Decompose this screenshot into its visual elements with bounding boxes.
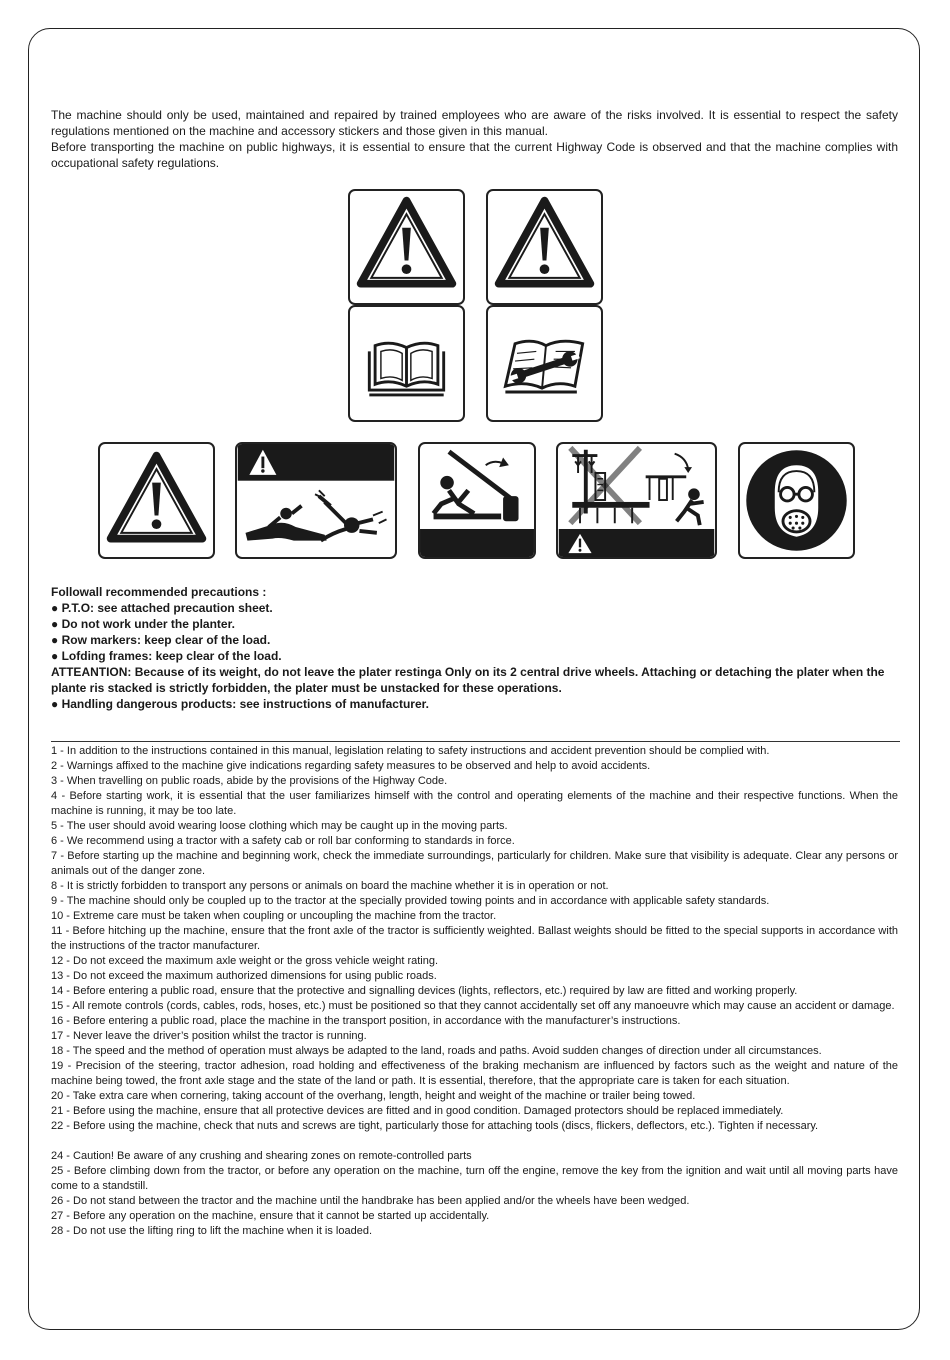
frame-folding-hazard-sign xyxy=(556,442,717,559)
safety-rule: 1 - In addition to the instructions contained in this manual, legislation relating to safety instructions and accident prevention should be complied with. xyxy=(51,745,770,757)
safety-rule: 24 - Caution! Be aware of any crushing and shearing zones on remote-controlled parts xyxy=(51,1150,472,1162)
safety-rule: 22 - Before using the machine, check that nuts and screws are tight, particularly those for attaching tools (discs, flickers, deflectors, etc.). Tighten if necessary. xyxy=(51,1120,819,1132)
row-marker-hazard-icon xyxy=(420,444,534,557)
safety-rule: 15 - All remote controls (cords, cables, rods, hoses, etc.) must be positioned so that they cannot accidentally set off any manoeuvre which may cause an accident or damage. xyxy=(51,1000,895,1012)
safety-rule: 27 - Before any operation on the machine, ensure that it cannot be started up accidentally. xyxy=(51,1210,490,1222)
safety-rule: 21 - Before using the machine, ensure that all protective devices are fitted and in good condition. Damaged protectors should be replaced immediately. xyxy=(51,1105,784,1117)
row-marker-hazard-sign xyxy=(418,442,536,559)
safety-rule: 4 - Before starting work, it is essential that the user familiarizes himself with the control and operating elements of the machine and their respective functions. When the machine is running, it may be too late. xyxy=(51,790,898,817)
safety-rules-list xyxy=(51,744,898,1239)
crushing-hazard-icon xyxy=(237,444,395,557)
section-divider xyxy=(51,741,900,742)
precaution-item: ● Lofding frames: keep clear of the load. xyxy=(51,649,282,663)
safety-rule: 10 - Extreme care must be taken when coupling or uncoupling the machine from the tractor. xyxy=(51,910,497,922)
warning-triangle-icon xyxy=(100,444,213,557)
crushing-hazard-sign xyxy=(235,442,397,559)
precautions-block xyxy=(51,584,901,712)
safety-rule: 25 - Before climbing down from the tractor, or before any operation on the machine, turn off the engine, remove the key from the ignition and wait until all moving parts have come to a standstill. xyxy=(51,1165,898,1192)
read-manual-sign xyxy=(348,305,465,422)
precaution-item: ● Do not work under the planter. xyxy=(51,617,235,631)
safety-rule: 14 - Before entering a public road, ensure that the protective and signalling devices (lights, reflectors, etc.) required by law are fitted and working properly. xyxy=(51,985,798,997)
safety-rule: 18 - The speed and the method of operation must always be adapted to the land, roads and paths. Avoid sudden changes of direction under all circumstances. xyxy=(51,1045,822,1057)
intro-text xyxy=(51,107,898,171)
respirator-mask-sign xyxy=(738,442,855,559)
safety-rule: 6 - We recommend using a tractor with a safety cab or roll bar conforming to standards in force. xyxy=(51,835,515,847)
safety-rule: 20 - Take extra care when cornering, taking account of the overhang, length, height and weight of the machine or trailer being towed. xyxy=(51,1090,696,1102)
safety-rule: 26 - Do not stand between the tractor and the machine until the handbrake has been applied and/or the wheels have been wedged. xyxy=(51,1195,690,1207)
safety-rule: 28 - Do not use the lifting ring to lift the machine when it is loaded. xyxy=(51,1225,373,1237)
maintenance-manual-sign xyxy=(486,305,603,422)
attention-note: ATTEANTION: Because of its weight, do not leave the plater restinga Only on its 2 central drive wheels. Attaching or detaching the plater when the plante ris stacked is strictly forbidden, the plater must be unstacked for these operations. xyxy=(51,665,885,695)
safety-rule: 9 - The machine should only be coupled up to the tractor at the specially provided towing points and in accordance with applicable safety standards. xyxy=(51,895,770,907)
safety-rule: 17 - Never leave the driver’s position whilst the tractor is running. xyxy=(51,1030,367,1042)
warning-sign-top-left xyxy=(348,189,465,305)
safety-rule: 11 - Before hitching up the machine, ensure that the front axle of the tractor is sufficiently weighted. Ballast weights should be fitted to the special supports in accordance with the instructions of the tractor manufacturer. xyxy=(51,925,898,952)
intro-paragraph-2: Before transporting the machine on public highways, it is essential to ensure that the current Highway Code is observed and that the machine complies with occupational safety regulations. xyxy=(51,140,898,170)
safety-rule: 8 - It is strictly forbidden to transport any persons or animals on board the machine whether it is in operation or not. xyxy=(51,880,609,892)
safety-rule: 5 - The user should avoid wearing loose clothing which may be caught up in the moving parts. xyxy=(51,820,508,832)
general-warning-sign xyxy=(98,442,215,559)
precaution-item: ● Row markers: keep clear of the load. xyxy=(51,633,271,647)
respirator-mask-icon xyxy=(740,444,853,557)
precaution-item: ● P.T.O: see attached precaution sheet. xyxy=(51,601,273,615)
warning-triangle-icon xyxy=(488,191,601,303)
safety-rule: 16 - Before entering a public road, place the machine in the transport position, in accordance with the manufacturer’s instructions. xyxy=(51,1015,681,1027)
safety-rule: 3 - When travelling on public roads, abide by the provisions of the Highway Code. xyxy=(51,775,448,787)
safety-rule: 12 - Do not exceed the maximum axle weight or the gross vehicle weight rating. xyxy=(51,955,439,967)
maintenance-manual-icon xyxy=(488,307,601,420)
frame-folding-hazard-icon xyxy=(558,444,715,557)
safety-rule: 13 - Do not exceed the maximum authorized dimensions for using public roads. xyxy=(51,970,437,982)
precautions-heading: Followall recommended precautions : xyxy=(51,585,267,599)
safety-rule: 19 - Precision of the steering, tractor adhesion, road holding and effectiveness of the braking mechanism are influenced by factors such as the weight and nature of the machine being towed, the front axle stage and the state of the land or path. It is essential, therefore, that the appropriate care is taken for each situation. xyxy=(51,1060,898,1087)
precaution-item: ● Handling dangerous products: see instructions of manufacturer. xyxy=(51,697,429,711)
safety-rule: 2 - Warnings affixed to the machine give indications regarding safety measures to be observed and help to avoid accidents. xyxy=(51,760,651,772)
safety-rule: 7 - Before starting up the machine and beginning work, check the immediate surroundings, particularly for children. Make sure that visibility is adequate. Clear any persons or animals out of the danger zone. xyxy=(51,850,898,877)
read-manual-icon xyxy=(350,307,463,420)
warning-sign-top-right xyxy=(486,189,603,305)
intro-paragraph-1: The machine should only be used, maintained and repaired by trained employees who are aware of the risks involved. It is essential to respect the safety regulations mentioned on the machine and accessory stickers and those given in this manual. xyxy=(51,108,898,138)
warning-triangle-icon xyxy=(350,191,463,303)
